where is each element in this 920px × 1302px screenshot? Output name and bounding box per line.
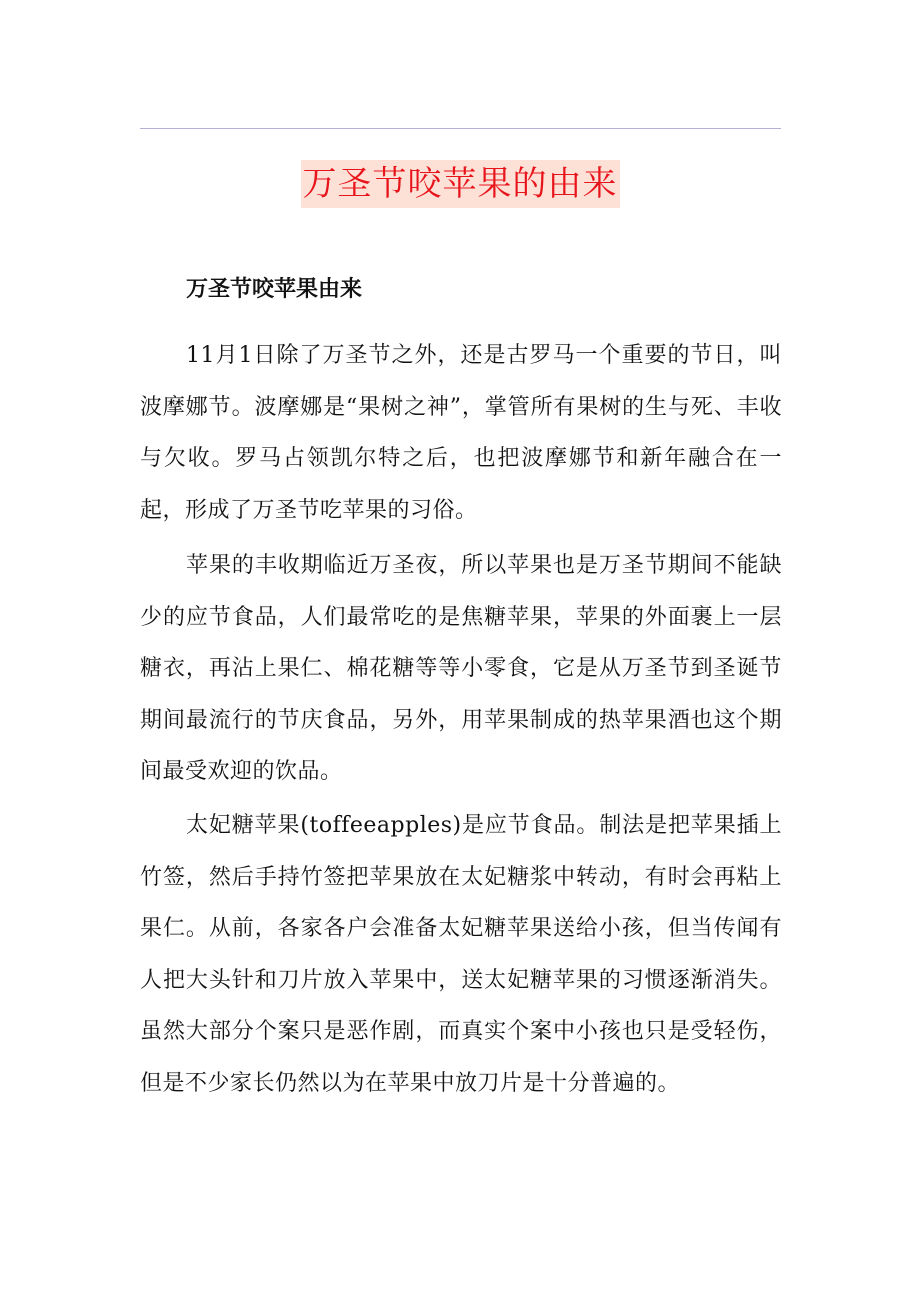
- paragraph-pomona-festival: 11月1日除了万圣节之外，还是古罗马一个重要的节日，叫波摩娜节。波摩娜是“果树之神”，掌管所有果树的生与死、丰收与欠收。罗马占领凯尔特之后，也把波摩娜节和新年融合在一起，形成了万圣节吃苹果的习俗。: [140, 343, 782, 523]
- title-container: [0, 160, 920, 208]
- section-heading: 万圣节咬苹果由来: [186, 276, 363, 302]
- paragraph-toffee-apples: 太妃糖苹果(toffeeapples)是应节食品。制法是把苹果插上竹签，然后手持竹签把苹果放在太妃糖浆中转动，有时会再粘上果仁。从前，各家各户会准备太妃糖苹果送给小孩，但当传闻有人把大头针和刀片放入苹果中，送太妃糖苹果的习惯逐渐消失。虽然大部分个案只是恶作剧，而真实个案中小孩也只是受轻伤，但是不少家长仍然以为在苹果中放刀片是十分普遍的。: [140, 813, 782, 1096]
- paragraph-caramel-apples: 苹果的丰收期临近万圣夜，所以苹果也是万圣节期间不能缺少的应节食品，人们最常吃的是焦糖苹果，苹果的外面裹上一层糖衣，再沾上果仁、棉花糖等等小零食，它是从万圣节到圣诞节期间最流行的节庆食品，另外，用苹果制成的热苹果酒也这个期间最受欢迎的饮品。: [140, 553, 782, 784]
- header-divider: [140, 128, 781, 129]
- page-title: 万圣节咬苹果的由来: [301, 160, 620, 208]
